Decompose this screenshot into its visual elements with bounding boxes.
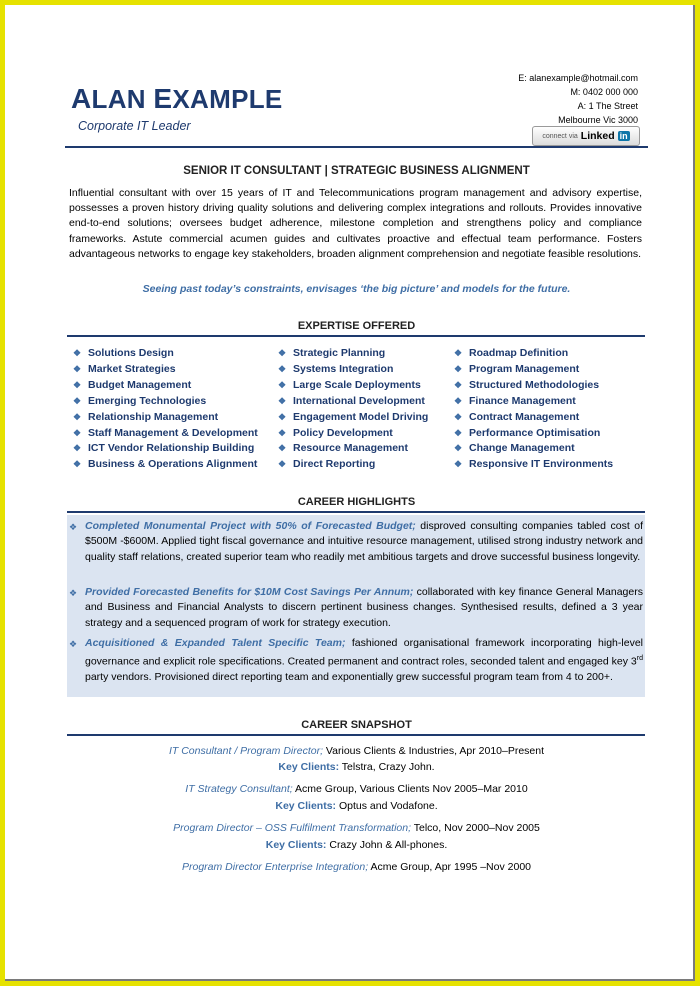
diamond-bullet-icon: ❖ [454, 411, 463, 422]
expertise-item [278, 362, 428, 378]
expertise-label: Budget Management [88, 378, 192, 391]
expertise-item [73, 441, 258, 457]
candidate-title: Corporate IT Leader [78, 119, 191, 133]
expertise-item [454, 394, 613, 410]
header-divider [65, 146, 648, 148]
expertise-label: Staff Management & Development [88, 426, 258, 439]
diamond-bullet-icon: ❖ [454, 427, 463, 438]
role-detail: Acme Group, Various Clients Nov 2005–Mar 2010 [292, 783, 528, 795]
expertise-label: Roadmap Definition [469, 347, 569, 359]
diamond-bullet-icon: ❖ [73, 363, 82, 374]
expertise-item [278, 346, 428, 362]
expertise-title: EXPERTISE OFFERED [297, 320, 416, 332]
clients-label: Key Clients: [265, 839, 327, 851]
diamond-bullet-icon: ❖ [454, 348, 463, 358]
highlight-text: collaborated with key finance General Managers and Business and Financial Analysts to discern pertinent business changes. Synthesised results, defined a 3 year strategy and a sequenced program of work for strategy execution. [85, 586, 643, 629]
expertise-label: Program Management [469, 362, 580, 375]
diamond-bullet-icon: ❖ [454, 459, 463, 470]
highlight-lead: Provided Forecasted Benefits for $10M Cost Savings Per Annum; [85, 586, 414, 598]
highlight-text: fashioned organisational framework incorporating high-level governance and explicit role specifications. Created permanent and contract roles, seconded talent and engaged key 3 [85, 637, 643, 668]
expertise-item [278, 394, 428, 410]
snapshot-role [65, 744, 648, 759]
snapshot-role [65, 821, 648, 836]
expertise-label: Change Management [469, 442, 575, 455]
expertise-label: Finance Management [469, 394, 576, 407]
expertise-label: Policy Development [293, 426, 393, 439]
expertise-item [454, 362, 613, 378]
diamond-bullet-icon: ❖ [278, 379, 287, 390]
clients-label: Key Clients: [275, 800, 337, 812]
highlight-item [69, 636, 643, 685]
profile-summary: Influential consultant with over 15 years of IT and Telecommunications program management and advisory expertise, possesses a proven history driving quality solutions and delivering complex integrations and rollouts. Provides innovative end-to-end solutions; oversees budget adherence, milestone completion and strengthens policy and compliance frameworks. Astute commercial acumen guides and cultivates proactive and effectual team performance. Fosters advantageous networks to engage key stakeholders, broaden alignment comprehension and negotiate feasible resolutions. [69, 187, 642, 260]
diamond-bullet-icon: ❖ [454, 443, 463, 454]
clients-list: Telstra, Crazy John. [339, 761, 435, 773]
diamond-bullet-icon: ❖ [73, 395, 82, 406]
diamond-bullet-icon: ❖ [73, 411, 82, 422]
highlight-item [69, 519, 644, 565]
highlights-divider [67, 511, 645, 513]
expertise-item [73, 346, 258, 362]
resume-page [5, 5, 695, 981]
role-detail: Acme Group, Apr 1995 –Nov 2000 [368, 861, 532, 873]
expertise-label: Responsive IT Environments [469, 458, 614, 471]
expertise-label: Systems Integration [293, 362, 394, 375]
expertise-item [73, 394, 258, 410]
clients-label: Key Clients: [278, 761, 340, 773]
expertise-divider [67, 335, 645, 337]
expertise-item [278, 410, 428, 426]
expertise-item [278, 426, 428, 442]
expertise-item [278, 378, 428, 394]
diamond-bullet-icon: ❖ [278, 427, 287, 438]
expertise-label: Market Strategies [88, 362, 176, 375]
expertise-label: Business & Operations Alignment [88, 458, 258, 471]
contact-address-line2: Melbourne Vic 3000 [558, 115, 638, 125]
expertise-label: Resource Management [293, 442, 408, 455]
candidate-name: ALAN EXAMPLE [71, 83, 283, 114]
highlight-text: disproved consulting companies tabled cost of $500M -$600M. Applied tight fiscal governance and intuitive resource management, utilised strong industry network and quality staff relations, created superior team who readily met ambitious targets and drove successful business longevity. [85, 520, 644, 563]
highlight-superscript: rd [636, 655, 643, 663]
profile-tagline: Seeing past today’s constraints, envisages ‘the big picture’ and models for the future. [142, 283, 571, 295]
expertise-label: Relationship Management [88, 410, 219, 423]
snapshot-clients [65, 799, 648, 814]
diamond-bullet-icon: ❖ [69, 588, 78, 598]
diamond-bullet-icon: ❖ [278, 459, 287, 470]
diamond-bullet-icon: ❖ [73, 348, 82, 358]
expertise-column-2 [278, 346, 428, 473]
expertise-label: Engagement Model Driving [293, 410, 429, 423]
diamond-bullet-icon: ❖ [73, 443, 82, 454]
snapshot-title: CAREER SNAPSHOT [301, 719, 412, 731]
expertise-label: ICT Vendor Relationship Building [88, 442, 255, 455]
expertise-item [278, 441, 428, 457]
highlight-item [69, 585, 643, 631]
diamond-bullet-icon: ❖ [278, 363, 287, 374]
expertise-item [73, 410, 258, 426]
diamond-bullet-icon: ❖ [73, 459, 82, 470]
expertise-label: Emerging Technologies [88, 394, 207, 407]
expertise-item [454, 378, 613, 394]
diamond-bullet-icon: ❖ [73, 379, 82, 390]
highlight-text: party vendors. Provisioned direct reporting team and exponentially grew successful program team from 4 to 200+. [85, 671, 613, 684]
linkedin-word: Linked [580, 130, 615, 142]
expertise-column-1 [73, 346, 258, 473]
diamond-bullet-icon: ❖ [73, 427, 82, 438]
expertise-item [278, 457, 428, 473]
expertise-item [73, 457, 258, 473]
diamond-bullet-icon: ❖ [278, 348, 287, 358]
expertise-label: Solutions Design [88, 347, 174, 359]
diamond-bullet-icon: ❖ [454, 395, 463, 406]
expertise-item [73, 378, 258, 394]
diamond-bullet-icon: ❖ [278, 411, 287, 422]
diamond-bullet-icon: ❖ [69, 522, 78, 532]
expertise-item [454, 441, 613, 457]
expertise-column-3 [454, 346, 613, 473]
role-detail: Various Clients & Industries, Apr 2010–Present [323, 745, 545, 757]
expertise-label: Large Scale Deployments [293, 378, 421, 391]
snapshot-clients [65, 760, 648, 775]
role-title: IT Strategy Consultant; [185, 783, 293, 795]
expertise-label: Strategic Planning [293, 347, 386, 359]
contact-block [398, 71, 638, 127]
snapshot-role [65, 860, 648, 875]
expertise-item [73, 362, 258, 378]
diamond-bullet-icon: ❖ [454, 379, 463, 390]
expertise-item [454, 426, 613, 442]
expertise-label: Structured Methodologies [469, 378, 600, 391]
role-title: Program Director – OSS Fulfilment Transformation; [173, 822, 412, 834]
diamond-bullet-icon: ❖ [278, 443, 287, 454]
highlight-lead: Acquisitioned & Expanded Talent Specific Team; [85, 637, 346, 649]
diamond-bullet-icon: ❖ [69, 639, 78, 649]
clients-list: Crazy John & All-phones. [326, 839, 448, 851]
diamond-bullet-icon: ❖ [454, 363, 463, 374]
expertise-item [454, 410, 613, 426]
profile-headline: SENIOR IT CONSULTANT | STRATEGIC BUSINESS ALIGNMENT [183, 165, 530, 177]
linkedin-connect-button[interactable] [532, 126, 640, 146]
snapshot-divider [67, 734, 645, 736]
expertise-item [73, 426, 258, 442]
highlights-title: CAREER HIGHLIGHTS [297, 496, 416, 508]
contact-email[interactable]: E: alanexample@hotmail.com [518, 73, 638, 83]
diamond-bullet-icon: ❖ [278, 395, 287, 406]
expertise-label: International Development [293, 394, 425, 407]
expertise-label: Direct Reporting [293, 458, 376, 471]
role-detail: Telco, Nov 2000–Nov 2005 [411, 822, 540, 834]
expertise-label: Contract Management [469, 410, 580, 423]
expertise-item [454, 346, 613, 362]
snapshot-clients [65, 838, 648, 853]
role-title: Program Director Enterprise Integration; [181, 861, 369, 873]
snapshot-role [65, 782, 648, 797]
expertise-label: Performance Optimisation [469, 426, 601, 439]
contact-address-line1: A: 1 The Street [577, 101, 638, 111]
contact-mobile: M: 0402 000 000 [570, 87, 638, 97]
linkedin-prefix: connect via [542, 132, 578, 140]
highlight-lead: Completed Monumental Project with 50% of Forecasted Budget; [85, 520, 416, 532]
role-title: IT Consultant / Program Director; [168, 745, 324, 757]
linkedin-logo-icon: in [619, 131, 628, 141]
expertise-item [454, 457, 613, 473]
clients-list: Optus and Vodafone. [336, 800, 438, 812]
